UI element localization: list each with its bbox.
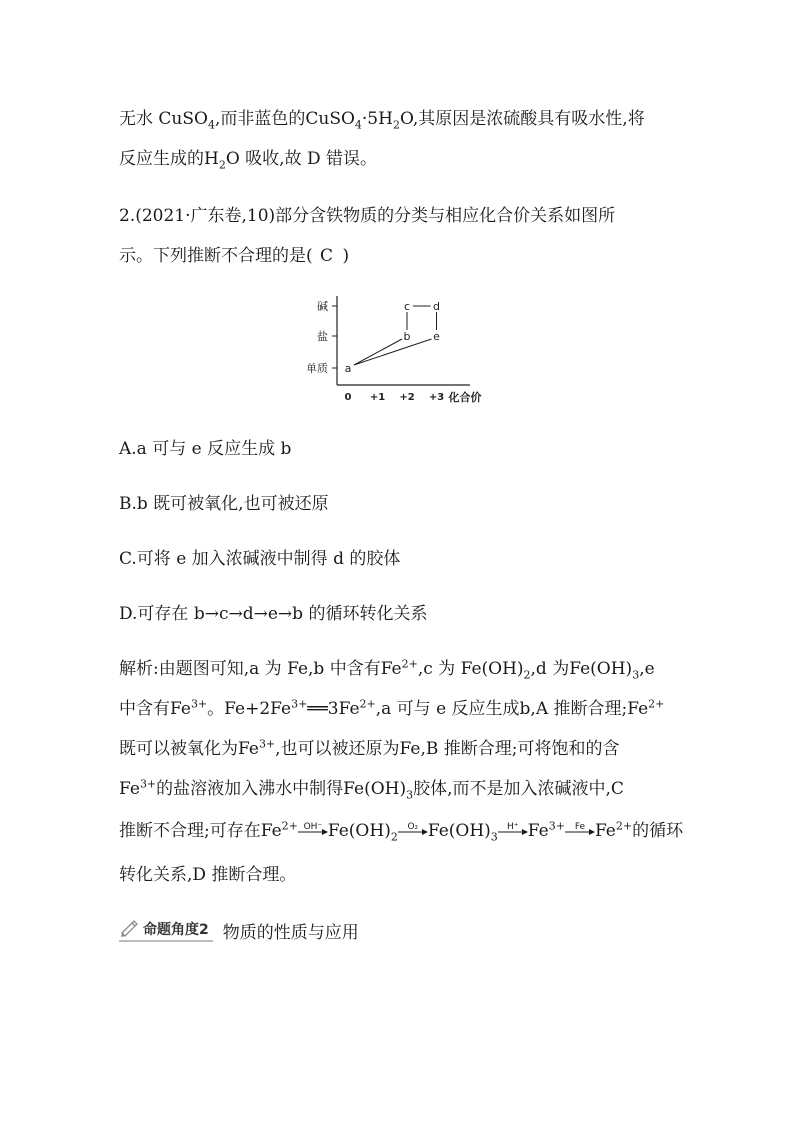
x-tick-label: 0 (344, 392, 352, 403)
y-tick-label: 盐 (317, 330, 328, 343)
valence-chart (300, 290, 500, 420)
point-label-c: c (403, 300, 411, 313)
intro-line-1: 无水 CuSO$_4$,而非蓝色的$CuSO_4\cdot 5H_2O$,其原因是浓硫酸具有吸水性,将 (119, 109, 645, 132)
pencil-icon (119, 917, 141, 941)
reaction-arrow: H⁺ (498, 825, 528, 839)
reaction-arrow: Fe (565, 825, 595, 839)
answer-letter: C (312, 246, 343, 266)
question-stem-line-2: 示。下列推断不合理的是( C ) (119, 246, 350, 266)
point-label-d: d (433, 300, 440, 313)
connection-line (354, 339, 402, 365)
x-axis-label: 化合价 (448, 391, 482, 404)
x-tick-label: +2 (399, 392, 415, 403)
option-a: A.a 可与 e 反应生成 b (119, 439, 292, 459)
option-c: C.可将 e 加入浓碱液中制得 d 的胶体 (119, 549, 401, 569)
analysis-line-6: 转化关系,D 推断合理。 (119, 865, 297, 885)
analysis-line-4: $Fe^{3+}$的盐溶液加入沸水中制得$Fe(OH)_3$胶体,而不是加入浓碱液中,C (119, 777, 624, 802)
analysis-line-1: 解析:由题图可知,a 为 Fe,b 中含有$Fe^{2+},c$ 为 $Fe(OH)_2,d$ 为$Fe(OH)_3,e$ (119, 657, 655, 682)
analysis-line-5: 推断不合理;可存在$Fe^{2+}$ OH⁻ $Fe(OH)_2$ O₂ $Fe(OH)_3$ H⁺ $Fe^{3+}$ Fe $Fe^{2+}$的循环 (119, 819, 684, 844)
connection-line (354, 339, 432, 365)
point-label-a: a (344, 362, 352, 375)
intro-line-2: 反应生成的$H_2O$ 吸收,故 D 错误。 (119, 149, 378, 172)
analysis-line-3: 既可以被氧化为$Fe^{3+}$,也可以被还原为Fe,B 推断合理;可将饱和的含 (119, 737, 620, 759)
x-tick-label: +3 (428, 392, 445, 403)
section-title: 物质的性质与应用 (222, 922, 359, 943)
option-d: D.可存在 b→c→d→e→b 的循环转化关系 (119, 604, 428, 624)
reaction-arrow: OH⁻ (298, 825, 328, 839)
analysis-line-2: 中含有$Fe^{3+}$。$Fe+2Fe^{3+}══3Fe^{2+},a$ 可与 e 反应生成b,A 推断合理$;Fe^{2+}$ (119, 697, 665, 719)
option-b: B.b 既可被氧化,也可被还原 (119, 494, 329, 514)
question-stem-line-1: 2.(2021·广东卷,10)部分含铁物质的分类与相应化合价关系如图所 (119, 206, 616, 226)
reaction-arrow: O₂ (398, 825, 428, 839)
point-label-e: e (433, 330, 440, 343)
y-tick-label: 碱 (317, 300, 328, 313)
y-tick-label: 单质 (306, 362, 328, 375)
section-badge: 命题角度2 (119, 918, 213, 942)
section-heading (119, 918, 359, 942)
point-label-b: b (403, 330, 411, 343)
x-tick-label: +1 (369, 392, 386, 403)
